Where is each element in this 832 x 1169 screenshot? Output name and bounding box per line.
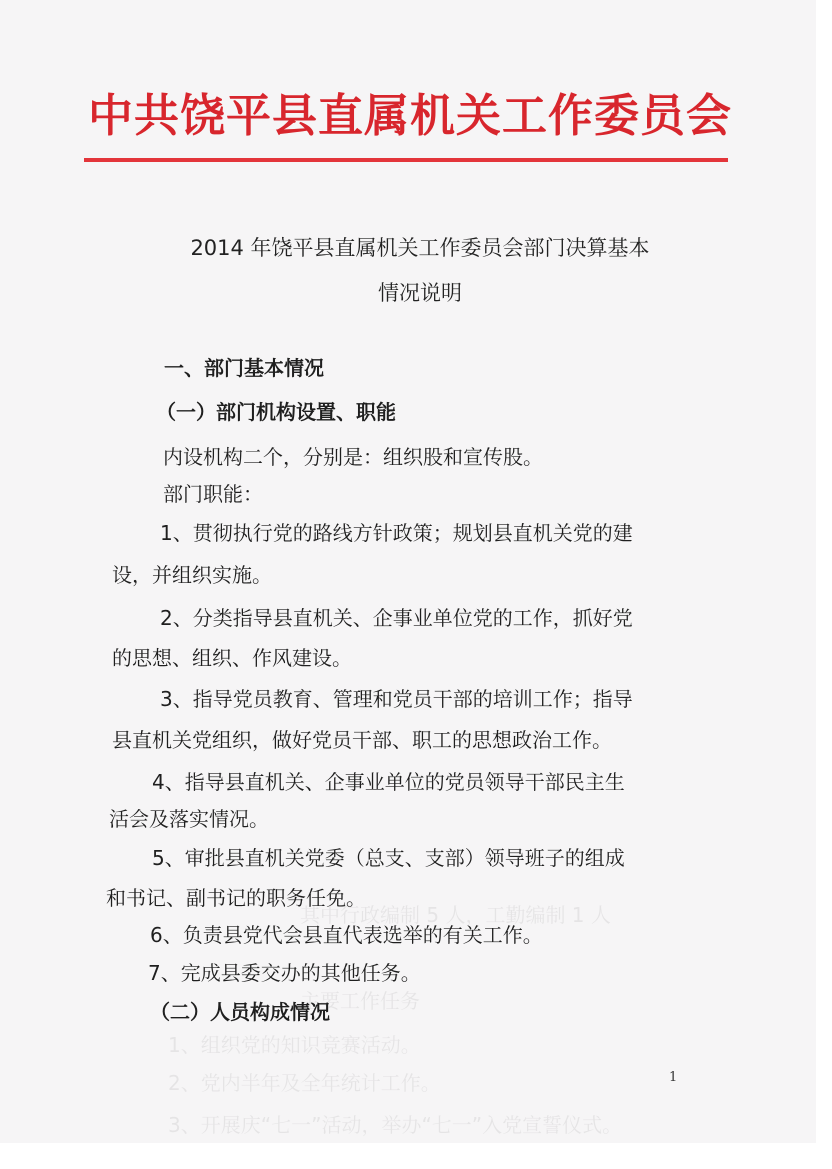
subsection-heading: （二）人员构成情况 (150, 1000, 330, 1024)
bleed-through-line: 1、组织党的知识竞赛活动。 (168, 1033, 421, 1057)
document-title-line-1: 2014 年饶平县直属机关工作委员会部门决算基本 (190, 236, 650, 260)
duty-item-line: 3、指导党员教育、管理和党员干部的培训工作；指导 (160, 687, 633, 711)
duty-item-line: 设，并组织实施。 (112, 563, 272, 587)
document-title (80, 226, 760, 316)
duty-item-line: 7、完成县委交办的其他任务。 (148, 961, 421, 985)
duty-item-line: 2、分类指导县直机关、企事业单位党的工作，抓好党 (160, 606, 633, 630)
document-title-line-2: 情况说明 (378, 281, 462, 305)
duty-item-line: 的思想、组织、作风建设。 (112, 646, 352, 670)
page-number: 1 (669, 1070, 678, 1085)
duty-item-line: 1、贯彻执行党的路线方针政策；规划县直机关党的建 (160, 521, 633, 545)
duty-item-line: 和书记、副书记的职务任免。 (106, 886, 366, 910)
duty-item-line: 4、指导县直机关、企事业单位的党员领导干部民主生 (152, 770, 625, 794)
bleed-through-line: 主要工作任务 (300, 989, 420, 1013)
duty-item-line: 活会及落实情况。 (109, 807, 269, 831)
bleed-through-line: 3、开展庆“七一”活动，举办“七一”入党宣誓仪式。 (168, 1113, 623, 1137)
duty-item-line: 6、负责县党代会县直代表选举的有关工作。 (150, 923, 543, 947)
duty-item-line: 5、审批县直机关党委（总支、支部）领导班子的组成 (152, 846, 625, 870)
scan-margin-bottom (0, 1143, 832, 1169)
masthead-title: 中共饶平县直属机关工作委员会 (87, 89, 732, 142)
section-heading: 一、部门基本情况 (164, 356, 324, 380)
bleed-through-line: 2、党内半年及全年统计工作。 (168, 1071, 441, 1095)
paragraph-intro: 内设机构二个，分别是：组织股和宣传股。 (163, 445, 543, 469)
subsection-heading: （一）部门机构设置、职能 (156, 400, 396, 424)
scan-margin-right (816, 0, 832, 1169)
duty-item-line: 县直机关党组织，做好党员干部、职工的思想政治工作。 (112, 728, 612, 752)
bleed-through-line: 其中行政编制 5 人，工勤编制 1 人 (300, 903, 611, 927)
duties-label: 部门职能： (163, 482, 263, 506)
masthead-red-rule (84, 158, 728, 162)
